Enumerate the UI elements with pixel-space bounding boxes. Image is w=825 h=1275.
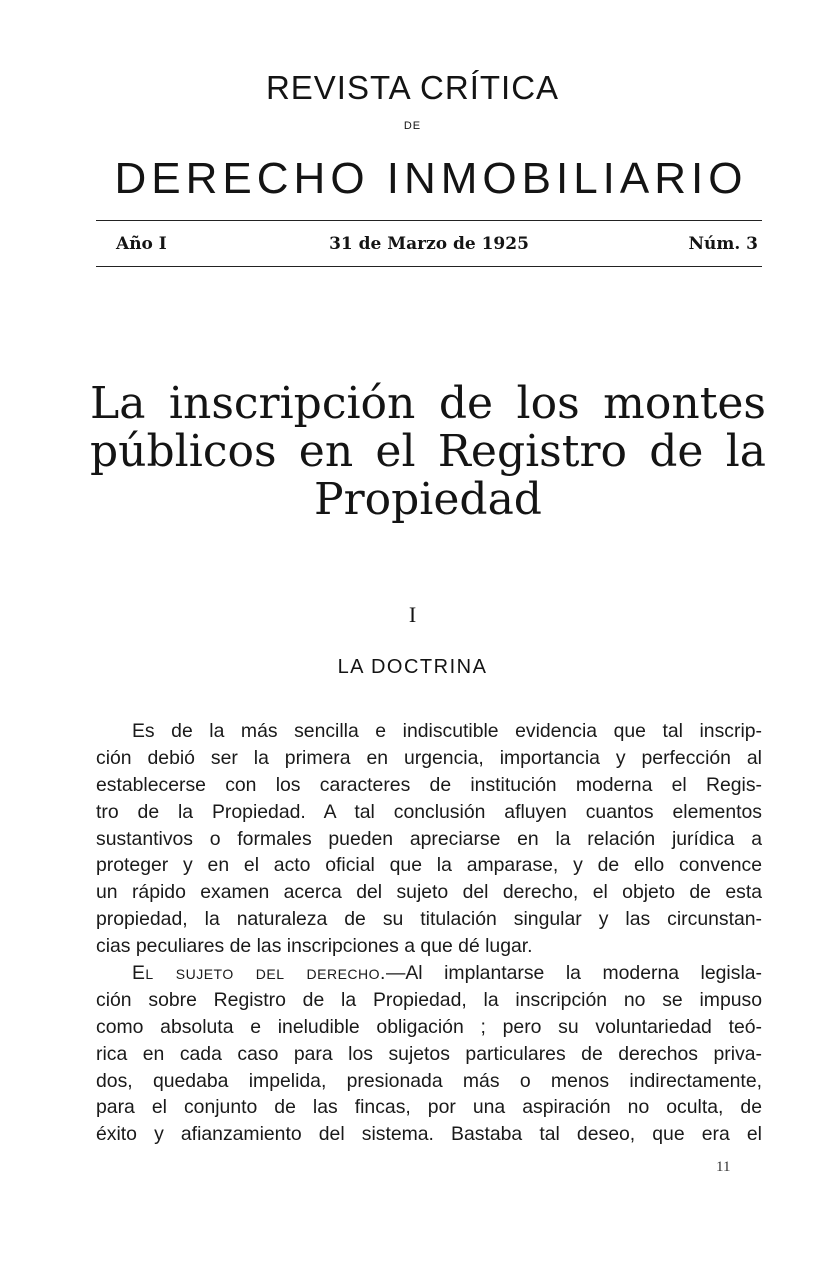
body-line: un rápido examen acerca del sujeto del derecho, el objeto de esta <box>96 881 762 904</box>
section-numeral: I <box>408 602 417 627</box>
body-line: Es de la más sencilla e indiscutible evidencia que tal inscrip- <box>132 720 762 742</box>
issue-year: Año I <box>116 234 167 254</box>
body-line: éxito y afianzamiento del sistema. Bastaba tal deseo, que era el <box>96 1123 762 1146</box>
body-line: ción debió ser la primera en urgencia, importancia y perfección al <box>96 746 762 769</box>
masthead-rule-top <box>96 220 762 221</box>
article-title <box>90 380 766 524</box>
journal-subtitle: DERECHO INMOBILIARIO <box>114 154 748 203</box>
masthead-rule-bottom <box>96 266 762 267</box>
paragraph-1 <box>96 718 762 960</box>
journal-title-connector: DE <box>403 120 422 132</box>
journal-title: REVISTA CRÍTICA <box>265 69 560 106</box>
body-line: para el conjunto de las fincas, por una aspiración no oculta, de <box>96 1096 762 1119</box>
body-line <box>96 960 762 987</box>
body-line: sustantivos o formales pueden apreciarse en la relación jurídica a <box>96 827 762 850</box>
issue-info-bar <box>96 230 762 258</box>
body-line: tro de la Propiedad. A tal conclusión afluyen cuantos elementos <box>96 800 762 823</box>
page-number: 11 <box>716 1159 731 1175</box>
issue-date: 31 de Marzo de 1925 <box>329 234 529 254</box>
body-line: ción sobre Registro de la Propiedad, la inscripción no se impuso <box>96 988 762 1011</box>
article-title-line: Propiedad <box>314 474 542 525</box>
body-line: dos, quedaba impelida, presionada más o menos indirectamente, <box>96 1069 762 1092</box>
body-line: rica en cada caso para los sujetos particulares de derechos priva- <box>96 1042 762 1065</box>
body-line: como absoluta e ineludible obligación ; pero su voluntariedad teó- <box>96 1015 762 1038</box>
body-line: propiedad, la naturaleza de su titulación singular y las circunstan- <box>96 908 762 931</box>
body-line: establecerse con los caracteres de institución moderna el Regis- <box>96 773 762 796</box>
body-line: proteger y en el acto oficial que la amparase, y de ello convence <box>96 854 762 877</box>
article-title-line: públicos en el Registro de la <box>90 426 766 477</box>
article-body <box>96 718 762 1148</box>
article-title-line: La inscripción de los montes <box>90 378 766 429</box>
paragraph-run-in-heading: El sujeto del derecho. <box>132 962 386 985</box>
body-line: cias peculiares de las inscripciones a que dé lugar. <box>96 935 533 958</box>
section-heading: LA DOCTRINA <box>337 656 488 678</box>
body-line-rest: —Al implantarse la moderna legisla- <box>385 962 762 985</box>
paragraph-2 <box>96 960 762 1148</box>
issue-number: Núm. 3 <box>688 234 758 254</box>
